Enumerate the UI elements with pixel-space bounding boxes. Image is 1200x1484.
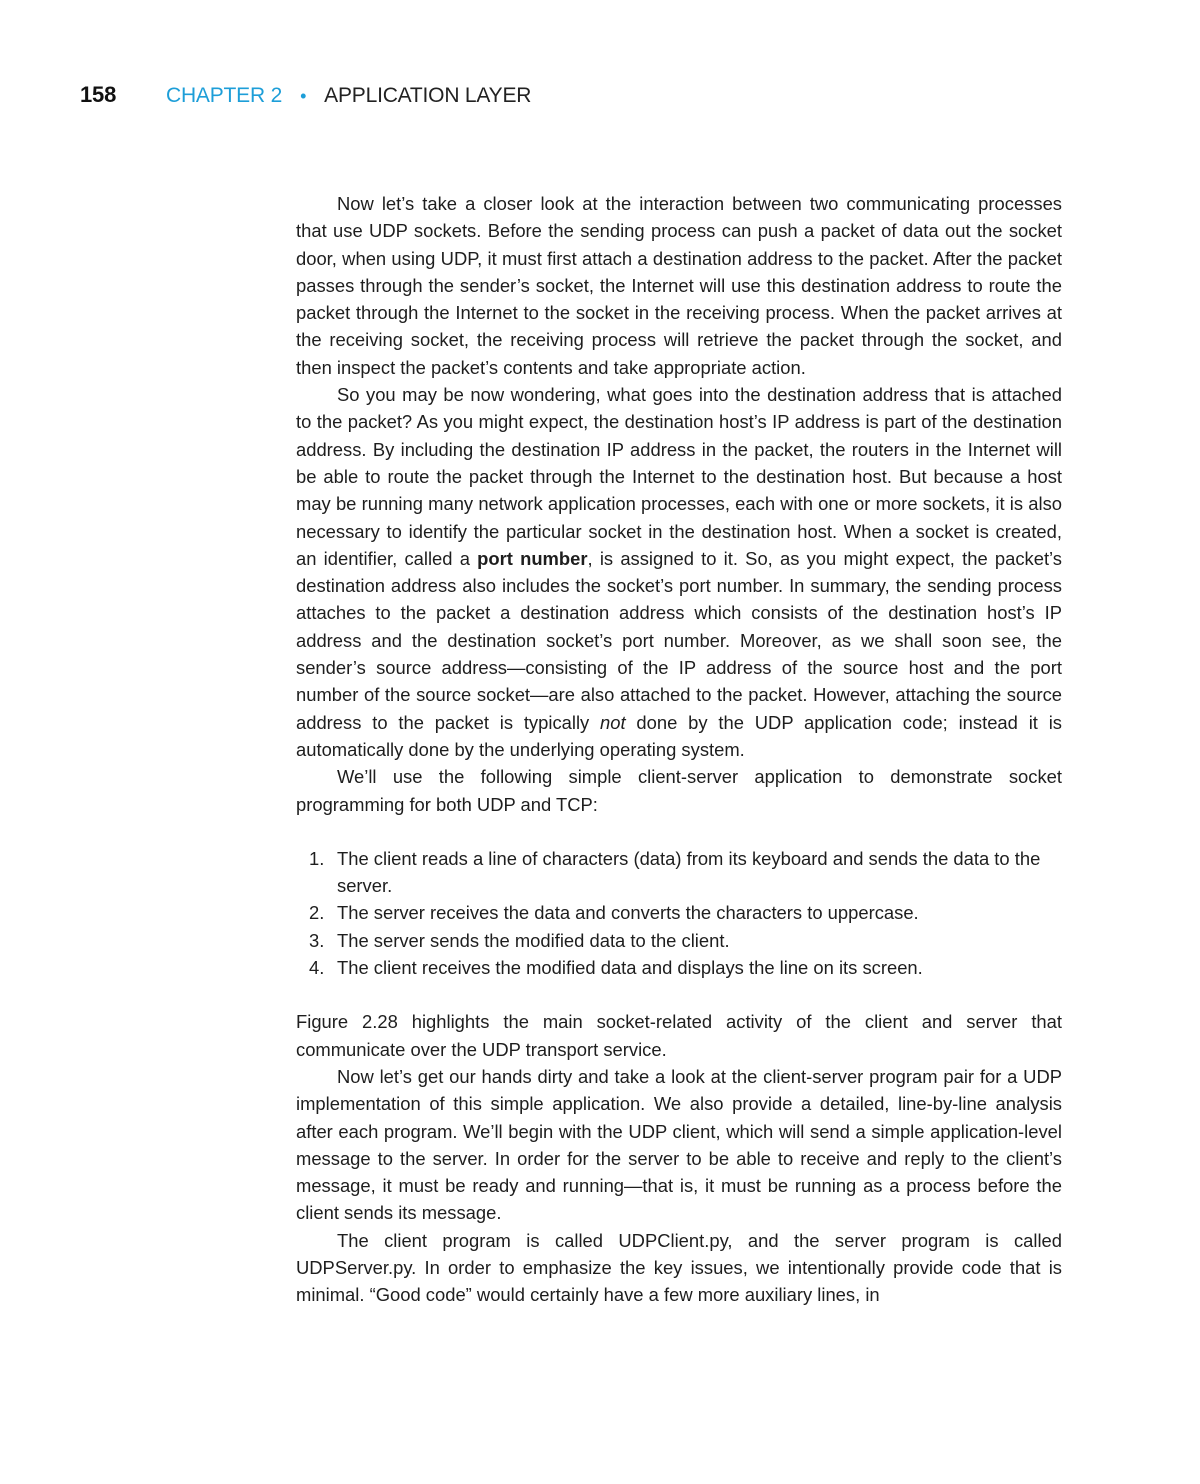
emphasis-not: not xyxy=(600,711,626,733)
list-item xyxy=(296,899,1062,926)
paragraph-hands-dirty: Now let’s get our hands dirty and take a look at the client-server program pair for a UDP implementation of this simple application. We also provide a detailed, line-by-line analysis after each program. We’ll begin with the UDP client, which will send a simple application-level message to the server. In order for the server to be able to receive and reply to the client’s message, it must be ready and running—that is, it must be running as a process before the client sends its message. xyxy=(296,1065,1062,1224)
list-text: The server receives the data and converts the characters to uppercase. xyxy=(337,902,919,924)
list-text: The client receives the modified data and displays the line on its screen. xyxy=(337,957,923,979)
list-item xyxy=(296,954,1062,981)
paragraph-program-names: The client program is called UDPClient.py, and the server program is called UDPServer.py. In order to emphasize the key issues, we intentionally provide code that is minimal. “Good code” would certainly have a few more auxiliary lines, in xyxy=(296,1229,1062,1306)
paragraph-figure-ref: Figure 2.28 highlights the main socket-related activity of the client and server that communicate over the UDP transport service. xyxy=(296,1011,1062,1060)
paragraph-udp-interaction: Now let’s take a closer look at the interaction between two communicating processes that use UDP sockets. Before the sending process can push a packet of data out the socket door, when using UDP, it must first attach a destination address to the packet. After the packet passes through the sender’s socket, the Internet will use this destination address to route the packet through the Internet to the socket in the receiving process. When the packet arrives at the receiving socket, the receiving process will retrieve the packet through the socket, and then inspect the packet’s contents and take appropriate action. xyxy=(296,193,1062,378)
body-text xyxy=(296,190,1062,1309)
paragraph-text: So you may be now wondering, what goes into the destination address that is attached to the packet? As you might expect, the destination host’s IP address is part of the destination address. By including the destination IP address in the packet, the routers in the Internet will be able to route the packet through the Internet to the destination host. But because a host may be running many network application processes, each with one or more sockets, it is also necessary to identify the particular socket in the destination host. When a socket is created, an identifier, called a xyxy=(296,384,1062,569)
paragraph-text: , is assigned to it. So, as you might expect, the packet’s destination address also includes the socket’s port number. In summary, the sending process attaches to the packet a destination address which consists of the destination host’s IP address and the destination socket’s port number. Moreover, as we shall soon see, the sender’s source address—consisting of the IP address of the source host and the port number of the source socket—are also attached to the packet. However, attaching the source address to the packet is typically xyxy=(296,547,1063,733)
list-text: The client reads a line of characters (data) from its keyboard and sends the data to the server. xyxy=(337,847,1041,897)
chapter-label: CHAPTER 2 xyxy=(166,84,283,107)
section-title: APPLICATION LAYER xyxy=(324,84,532,107)
paragraph-app-intro: We’ll use the following simple client-server application to demonstrate socket programming for both UDP and TCP: xyxy=(296,766,1062,815)
paragraph-destination-address xyxy=(296,381,1062,763)
list-number: 2. xyxy=(309,902,325,924)
page-number: 158 xyxy=(80,82,117,107)
list-item xyxy=(296,927,1062,954)
steps-list xyxy=(296,845,1062,981)
term-port-number: port number xyxy=(477,547,588,569)
list-number: 4. xyxy=(309,957,325,979)
list-number: 3. xyxy=(309,929,325,951)
list-number: 1. xyxy=(309,847,325,869)
list-item xyxy=(296,845,1062,900)
paragraph-text: done by the UDP application code; instead it is automatically done by the underlying operating system. xyxy=(296,711,1062,760)
running-head xyxy=(80,82,531,112)
bullet-icon: • xyxy=(300,86,307,106)
list-text: The server sends the modified data to the client. xyxy=(337,929,730,951)
